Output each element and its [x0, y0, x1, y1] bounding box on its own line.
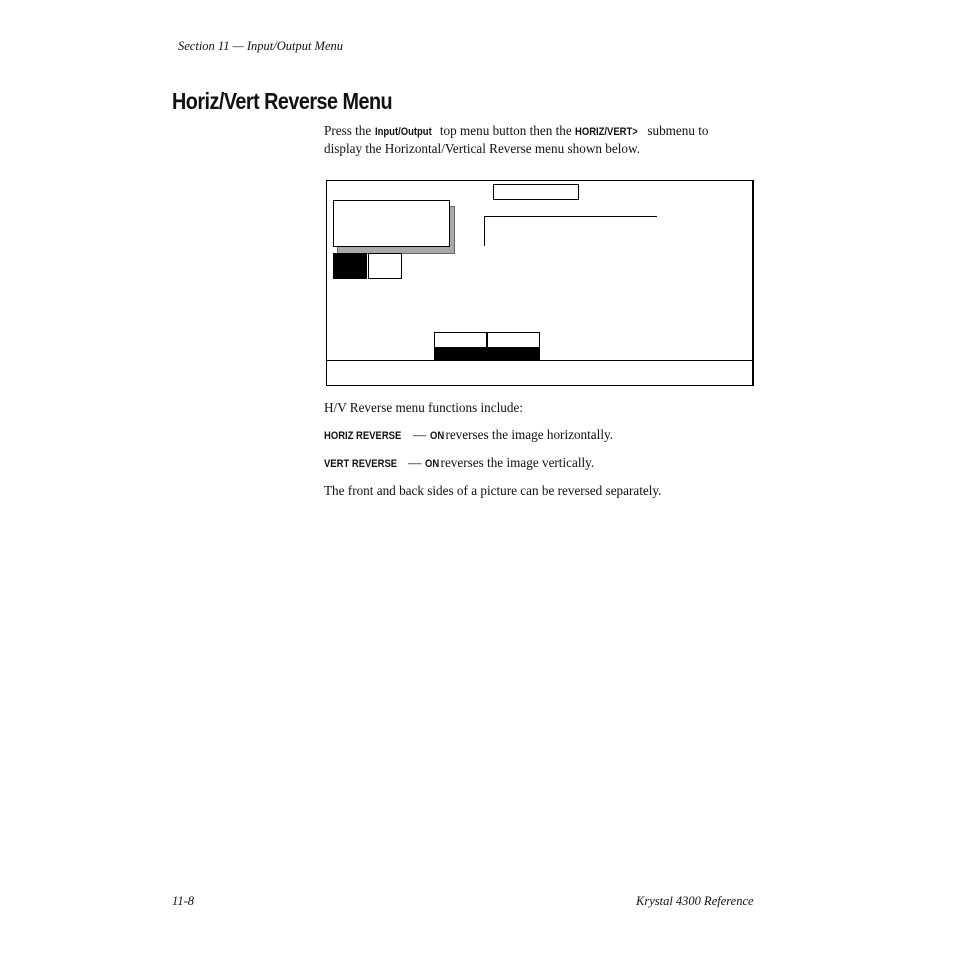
intro-text: submenu to — [647, 123, 709, 138]
function-sep: — — [408, 455, 422, 470]
function-desc: reverses the image horizontally. — [445, 427, 614, 442]
running-header: Section 11 — Input/Output Menu — [178, 39, 344, 53]
function-key: HORIZ REVERSE — [324, 430, 402, 442]
unselected-button[interactable] — [368, 253, 402, 279]
function-state: ON — [424, 458, 439, 470]
section-title: Horiz/Vert Reverse Menu — [172, 88, 393, 114]
function-item-vert — [324, 455, 594, 473]
callout-vertical-line — [484, 216, 485, 246]
function-sep: — — [413, 427, 427, 442]
intro-line-1 — [324, 123, 754, 141]
intro-paragraph — [324, 123, 754, 157]
horiz-vert-submenu-ref: HORIZ/VERT> — [575, 126, 638, 138]
function-desc: reverses the image vertically. — [440, 455, 595, 470]
page-number: 11-8 — [172, 894, 194, 908]
softkey-on-indicator — [435, 347, 486, 360]
horiz-reverse-softkey[interactable] — [434, 332, 487, 361]
book-title: Krystal 4300 Reference — [636, 894, 754, 908]
functions-note: The front and back sides of a picture can be reversed separately. — [324, 483, 662, 498]
function-state: ON — [429, 430, 444, 442]
intro-line-2: display the Horizontal/Vertical Reverse menu shown below. — [324, 140, 640, 156]
intro-text: Press the — [324, 123, 372, 138]
functions-intro: H/V Reverse menu functions include: — [324, 400, 523, 415]
selected-button[interactable] — [333, 253, 367, 279]
menu-screen-diagram — [326, 180, 754, 386]
menu-footer-divider — [327, 360, 752, 361]
intro-text: top menu button then the — [439, 123, 572, 138]
function-item-horiz — [324, 427, 613, 445]
callout-horizontal-line — [484, 216, 657, 217]
function-key: VERT REVERSE — [324, 458, 398, 470]
input-output-button-ref: Input/Output — [374, 126, 432, 138]
vert-reverse-softkey[interactable] — [487, 332, 540, 361]
menu-title-box — [493, 184, 579, 200]
softkey-on-indicator — [488, 347, 539, 360]
status-panel — [333, 200, 450, 247]
